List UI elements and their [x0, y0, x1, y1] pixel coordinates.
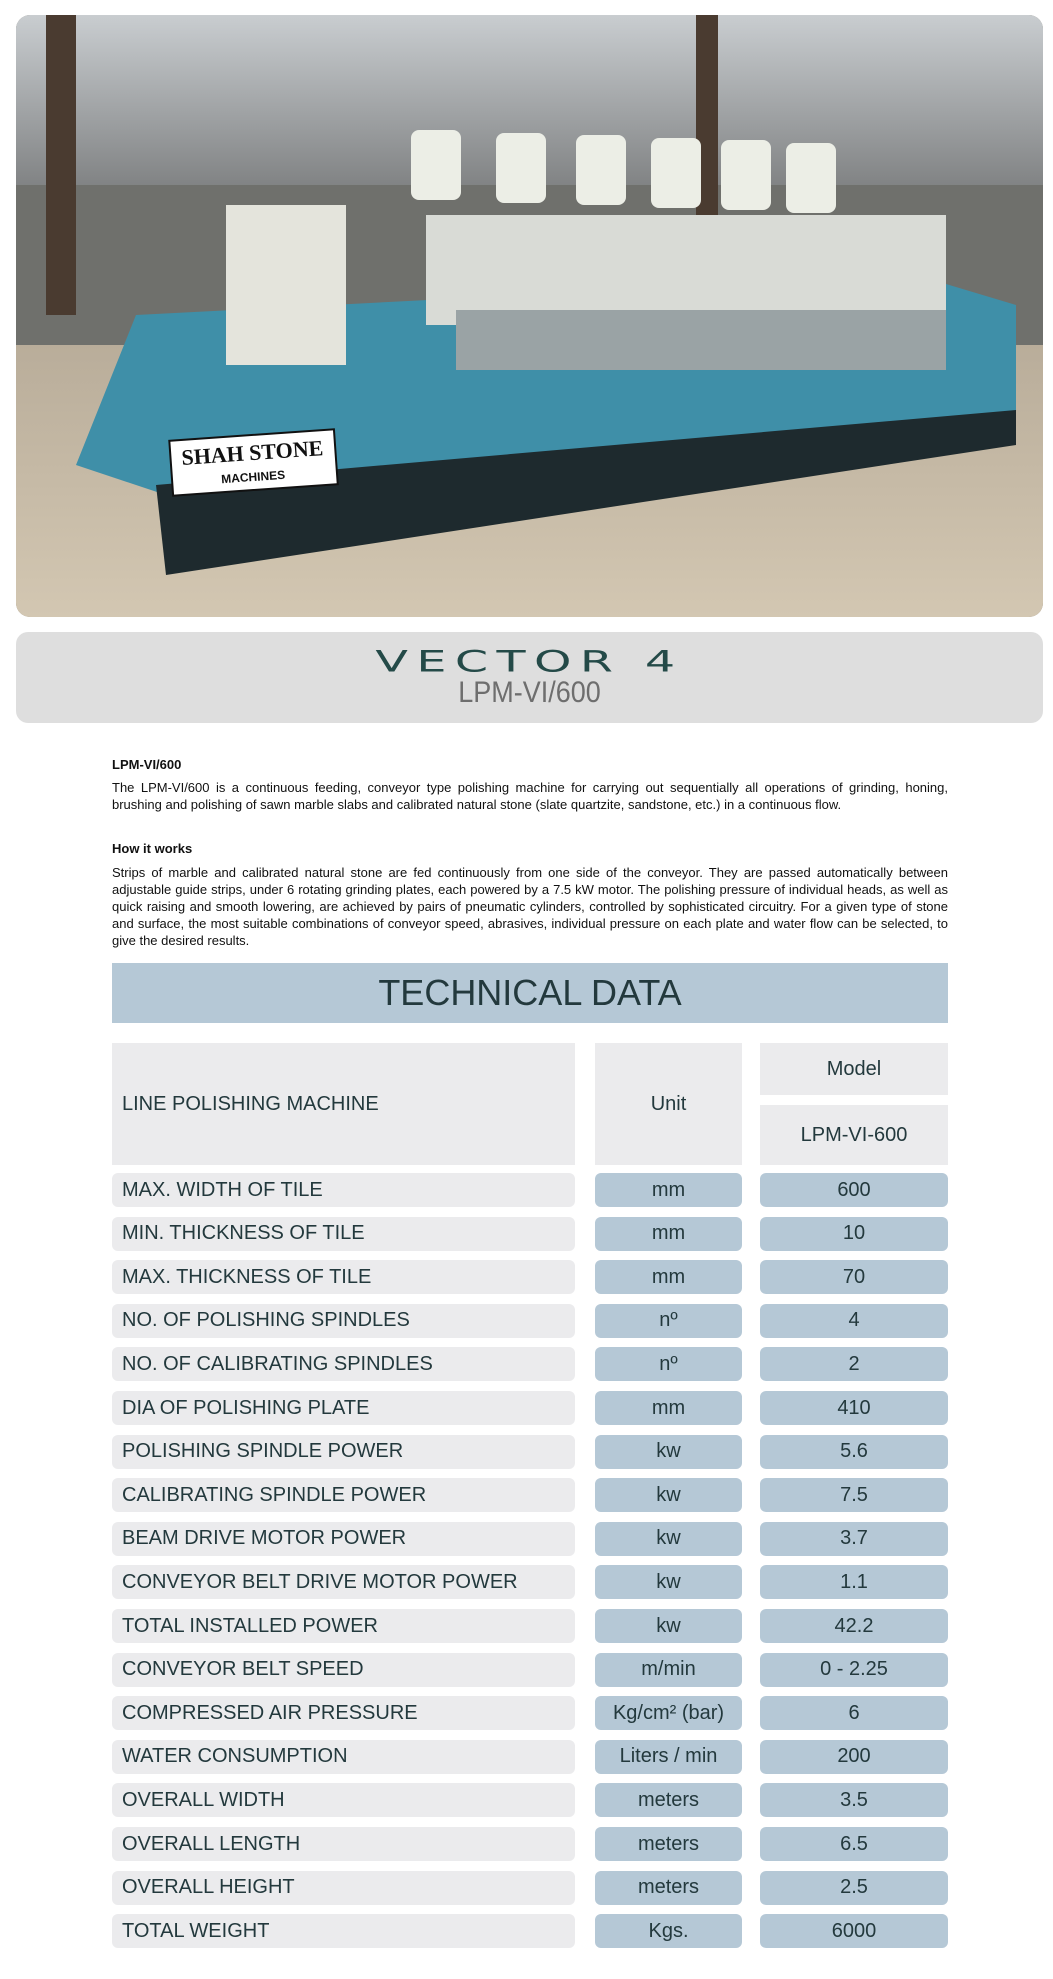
intro-paragraph: The LPM-VI/600 is a continuous feeding, conveyor type polishing machine for carrying out sequentially all operations of grinding, honing, brushing and polishing of sawn marble slabs and calibrated natural stone (slate quartzite, sandstone, etc.) in a continuous flow.: [112, 780, 948, 812]
technical-data-title: TECHNICAL DATA: [112, 963, 948, 1023]
model-title: LPM-VI/600: [458, 676, 601, 709]
spec-label: OVERALL WIDTH: [112, 1783, 575, 1817]
spec-value: 200: [760, 1740, 948, 1774]
spec-label: CONVEYOR BELT SPEED: [112, 1653, 575, 1687]
spec-unit: mm: [595, 1173, 742, 1207]
spec-label: CONVEYOR BELT DRIVE MOTOR POWER: [112, 1565, 575, 1599]
spec-label: MIN. THICKNESS OF TILE: [112, 1217, 575, 1251]
spec-value: 600: [760, 1173, 948, 1207]
shah-stone-logo: [169, 429, 337, 495]
spec-value: 2: [760, 1347, 948, 1381]
spec-label: OVERALL HEIGHT: [112, 1871, 575, 1905]
spec-label: DIA OF POLISHING PLATE: [112, 1391, 575, 1425]
spec-value: 4: [760, 1304, 948, 1338]
spec-unit: mm: [595, 1391, 742, 1425]
spec-value: 6000: [760, 1914, 948, 1948]
spec-value: 6.5: [760, 1827, 948, 1861]
spec-label: WATER CONSUMPTION: [112, 1740, 575, 1774]
spec-unit: kw: [595, 1609, 742, 1643]
how-it-works-paragraph: Strips of marble and calibrated natural stone are fed continuously from one side of the conveyor. They are passed automatically between adjustable guide strips, under 6 rotating grinding plates, each powered by a 7.5 kW motor. The polishing pressure of individual heads, as well as quick raising and smooth lowering, are achieved by pairs of pneumatic cylinders, controlled by sophisticated circuitry. For a given type of stone and surface, the most suitable combinations of conveyor speed, abrasives, individual pressure on each plate and water flow can be selected, to give the desired results.: [112, 865, 948, 948]
spec-unit: nº: [595, 1304, 742, 1338]
intro-heading: LPM-VI/600: [112, 757, 182, 772]
spec-unit: Kgs.: [595, 1914, 742, 1948]
machine-photo: [16, 15, 1043, 617]
spec-unit: kw: [595, 1522, 742, 1556]
spec-unit: nº: [595, 1347, 742, 1381]
spec-label: POLISHING SPINDLE POWER: [112, 1435, 575, 1469]
spec-unit: meters: [595, 1871, 742, 1905]
spec-value: 42.2: [760, 1609, 948, 1643]
spec-value: 3.5: [760, 1783, 948, 1817]
spec-label: MAX. THICKNESS OF TILE: [112, 1260, 575, 1294]
header-model-name: LPM-VI-600: [760, 1105, 948, 1165]
spec-value: 1.1: [760, 1565, 948, 1599]
spec-label: COMPRESSED AIR PRESSURE: [112, 1696, 575, 1730]
spec-label: TOTAL INSTALLED POWER: [112, 1609, 575, 1643]
spec-label: OVERALL LENGTH: [112, 1827, 575, 1861]
spec-unit: kw: [595, 1435, 742, 1469]
spec-unit: meters: [595, 1827, 742, 1861]
header-model: Model: [760, 1043, 948, 1095]
spec-value: 3.7: [760, 1522, 948, 1556]
spec-unit: kw: [595, 1565, 742, 1599]
spec-unit: mm: [595, 1260, 742, 1294]
spec-label: MAX. WIDTH OF TILE: [112, 1173, 575, 1207]
series-title: VECTOR 4: [375, 645, 684, 679]
spec-value: 6: [760, 1696, 948, 1730]
product-banner: [16, 632, 1043, 723]
spec-unit: Kg/cm² (bar): [595, 1696, 742, 1730]
spec-value: 10: [760, 1217, 948, 1251]
spec-label: BEAM DRIVE MOTOR POWER: [112, 1522, 575, 1556]
spec-value: 2.5: [760, 1871, 948, 1905]
svg-text:SHAH STONE: SHAH STONE: [180, 435, 325, 470]
spec-unit: Liters / min: [595, 1740, 742, 1774]
spec-value: 410: [760, 1391, 948, 1425]
spec-label: NO. OF POLISHING SPINDLES: [112, 1304, 575, 1338]
svg-text:MACHINES: MACHINES: [220, 467, 286, 487]
spec-value: 0 - 2.25: [760, 1653, 948, 1687]
spec-value: 5.6: [760, 1435, 948, 1469]
spec-value: 7.5: [760, 1478, 948, 1512]
spec-label: CALIBRATING SPINDLE POWER: [112, 1478, 575, 1512]
spec-unit: meters: [595, 1783, 742, 1817]
spec-unit: kw: [595, 1478, 742, 1512]
header-unit: Unit: [595, 1043, 742, 1165]
header-label: LINE POLISHING MACHINE: [112, 1043, 575, 1165]
spec-label: TOTAL WEIGHT: [112, 1914, 575, 1948]
spec-unit: mm: [595, 1217, 742, 1251]
spec-label: NO. OF CALIBRATING SPINDLES: [112, 1347, 575, 1381]
spec-unit: m/min: [595, 1653, 742, 1687]
spec-value: 70: [760, 1260, 948, 1294]
how-it-works-heading: How it works: [112, 841, 193, 856]
